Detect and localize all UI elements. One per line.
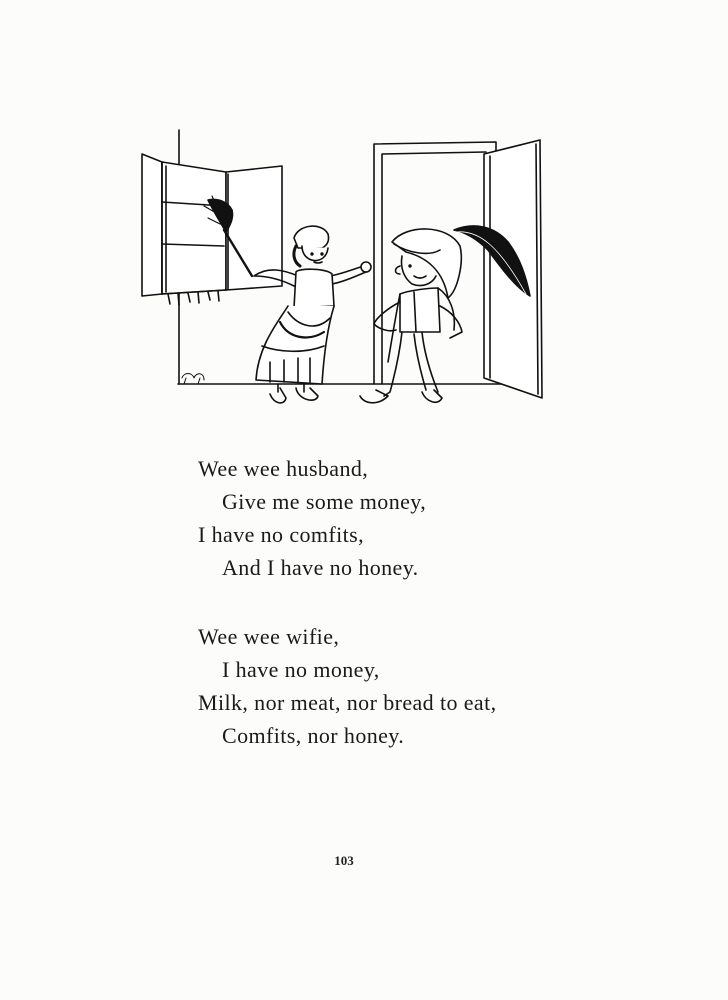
verse-line: I have no comfits, — [198, 522, 365, 547]
verse-husband — [198, 620, 598, 752]
verse-line: Milk, nor meat, nor bread to eat, — [198, 690, 497, 715]
verse-line: Wee wee husband, — [198, 456, 369, 481]
verse-line: I have no money, — [222, 657, 380, 682]
verse-line: Give me some money, — [222, 489, 427, 514]
cupboard — [142, 154, 282, 305]
mouse-sketch — [182, 374, 204, 385]
verse-line: Comfits, nor honey. — [222, 723, 405, 748]
verse-wife — [198, 452, 598, 584]
verse-line: Wee wee wifie, — [198, 624, 340, 649]
verse-line: And I have no honey. — [222, 555, 419, 580]
illustration-wife-and-husband — [138, 126, 548, 418]
page-number: 103 — [334, 853, 354, 868]
